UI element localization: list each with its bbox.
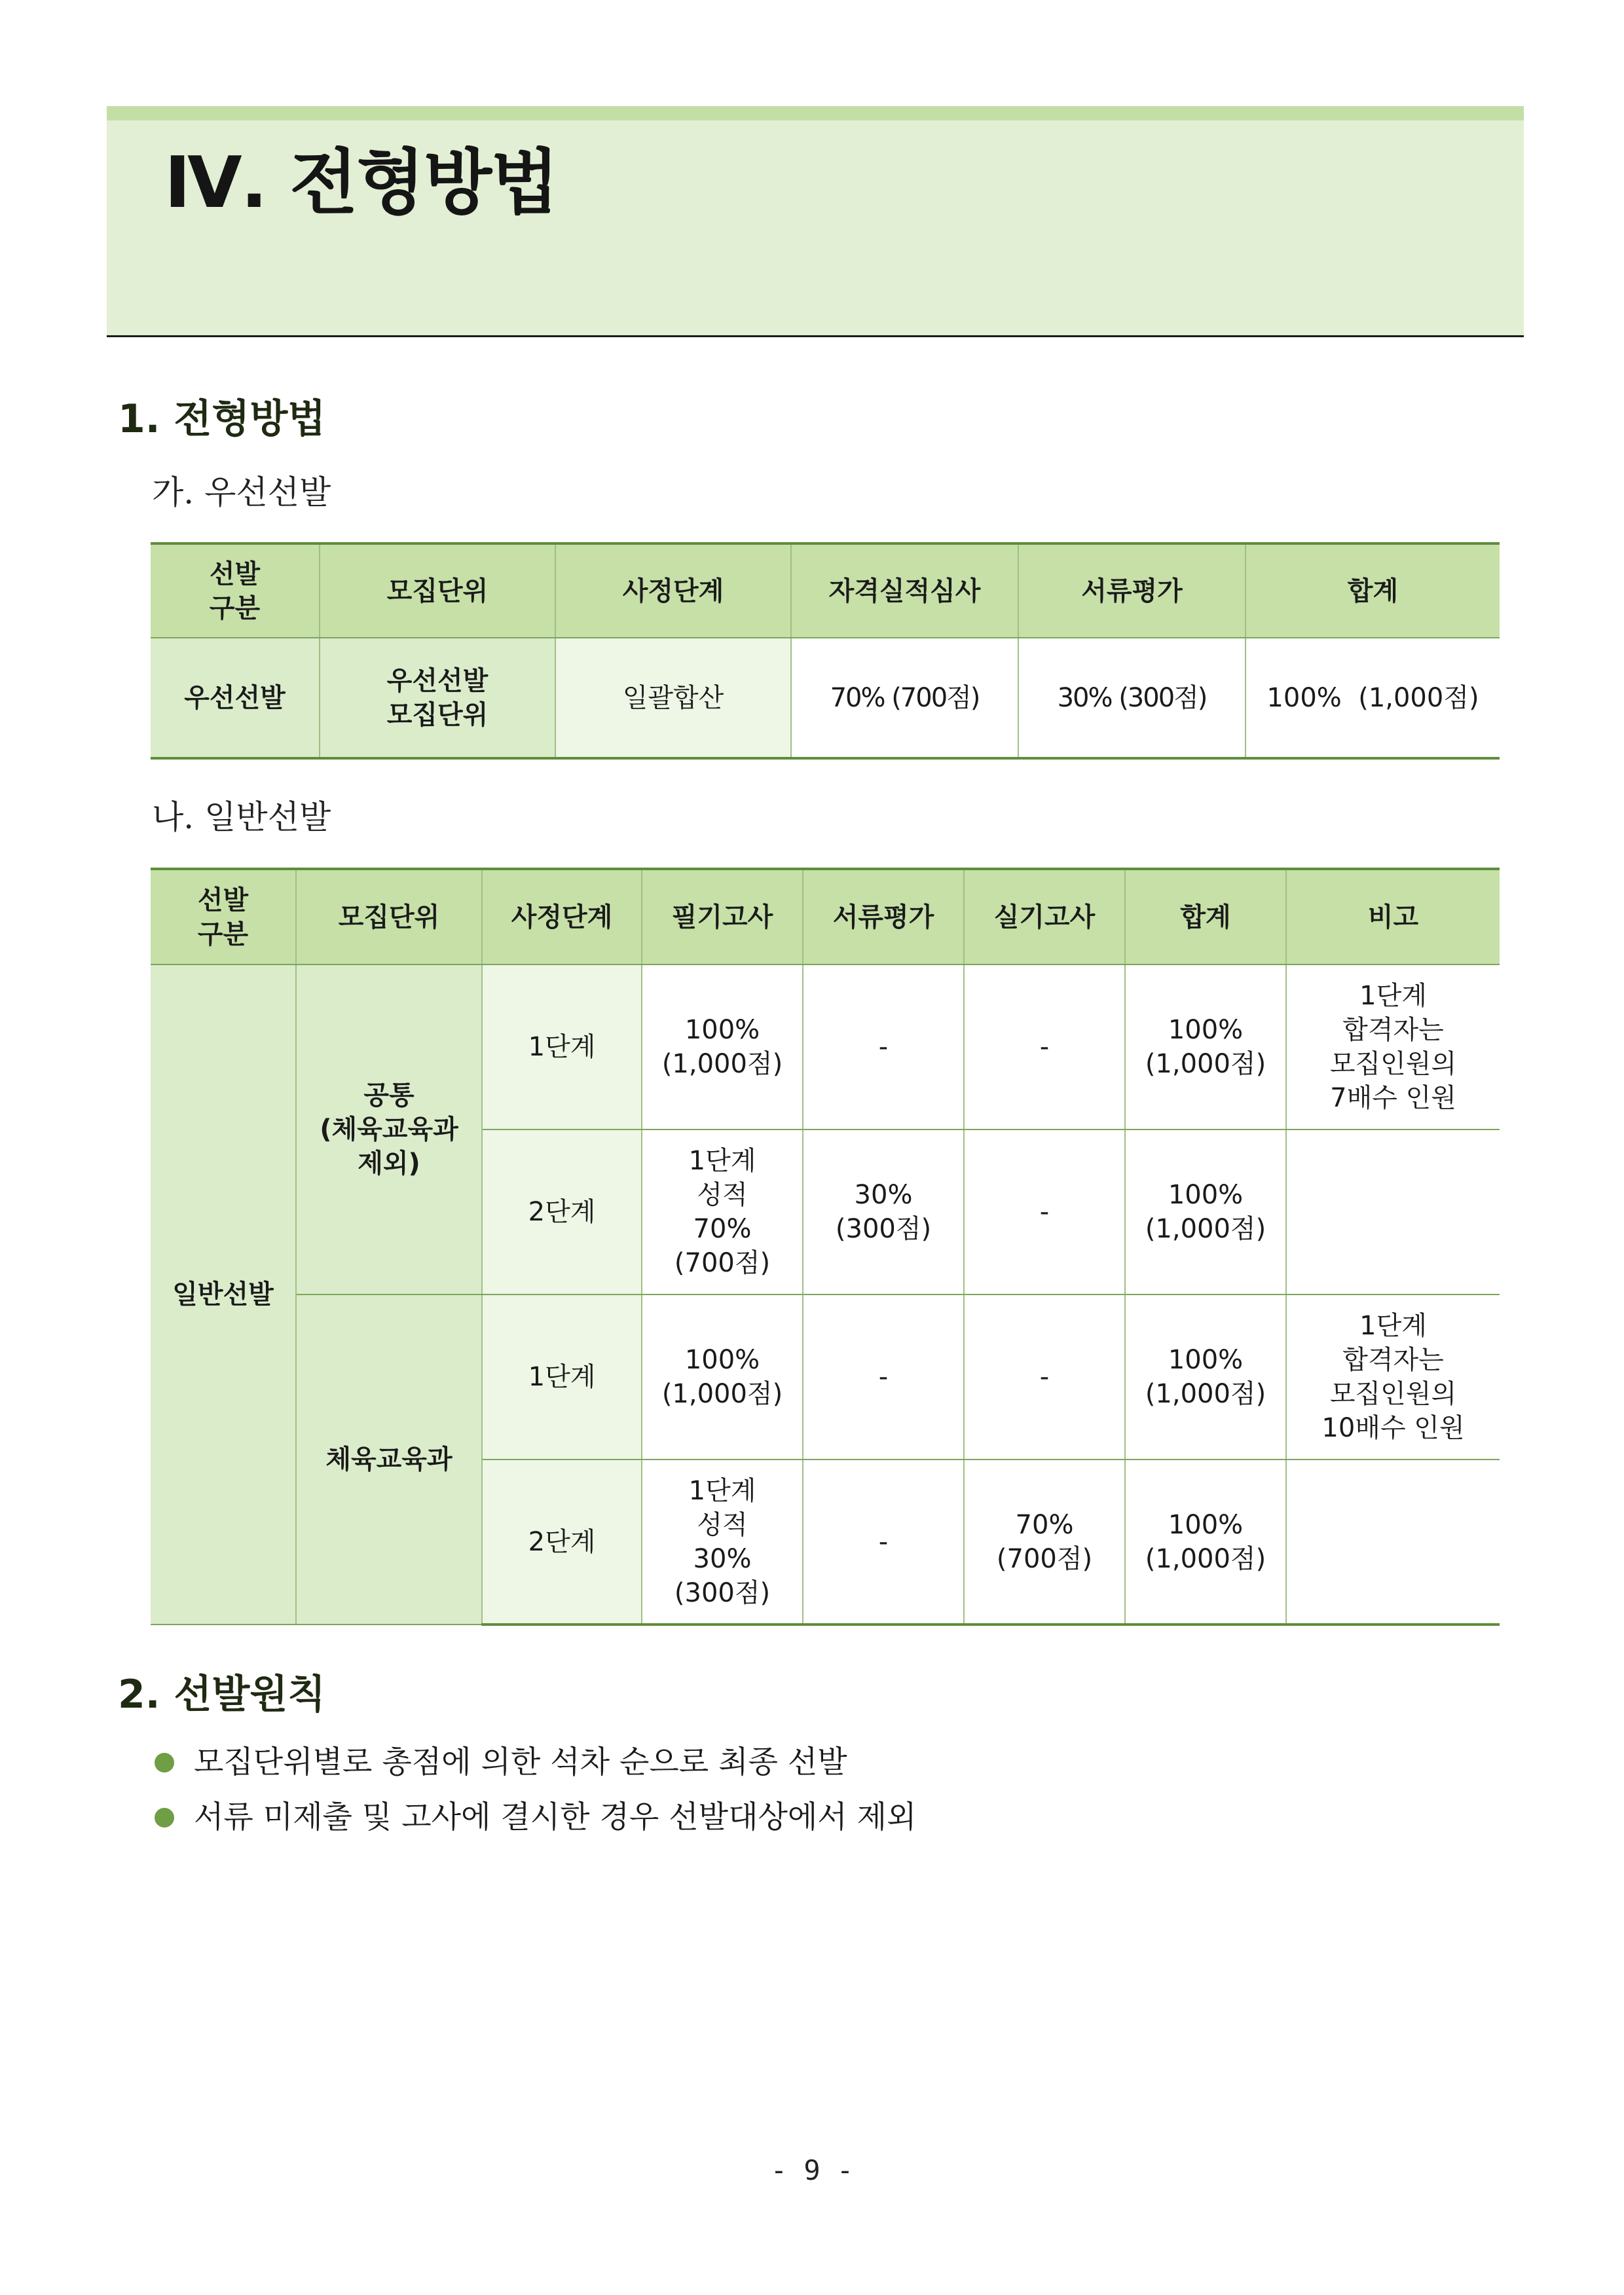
- cell-total-score: 100% (1,000점): [1125, 1460, 1286, 1625]
- cell-stage: 1단계: [482, 1294, 642, 1460]
- header-document-evaluation: 서류평가: [803, 869, 964, 964]
- priority-selection-table: [151, 542, 1500, 760]
- cell-document-score: 30% (300점): [803, 1129, 964, 1294]
- cell-remarks: 1단계 합격자는 모집인원의 7배수 인원: [1286, 964, 1500, 1129]
- cell-document-score: -: [803, 964, 964, 1129]
- header-total: 합계: [1125, 869, 1286, 964]
- bullet-dot-icon: [155, 1808, 174, 1827]
- cell-recruitment-unit: 우선선발 모집단위: [320, 638, 555, 758]
- cell-stage: 2단계: [482, 1129, 642, 1294]
- subheading-priority-selection: 가. 우선선발: [152, 473, 331, 511]
- cell-unit-common: 공통 (체육교육과 제외): [296, 964, 482, 1294]
- bullet-text: 모집단위별로 총점에 의한 석차 순으로 최종 선발: [194, 1744, 847, 1780]
- cell-unit-physical-education: 체육교육과: [296, 1294, 482, 1625]
- cell-document-score: -: [803, 1294, 964, 1460]
- cell-stage: 1단계: [482, 964, 642, 1129]
- header-recruitment-unit: 모집단위: [296, 869, 482, 964]
- cell-total-score: 100% (1,000점): [1125, 1294, 1286, 1460]
- header-selection-type: 선발 구분: [151, 869, 296, 964]
- general-selection-table: [151, 868, 1500, 1626]
- header-qualification-review: 자격실적심사: [791, 543, 1018, 638]
- header-selection-type: 선발 구분: [151, 543, 320, 638]
- cell-remarks: [1286, 1129, 1500, 1294]
- selection-principle-list: [152, 1735, 916, 1845]
- cell-written-score: 100% (1,000점): [642, 1294, 803, 1460]
- header-practical-exam: 실기고사: [964, 869, 1125, 964]
- subheading-general-selection: 나. 일반선발: [152, 798, 331, 836]
- header-written-exam: 필기고사: [642, 869, 803, 964]
- header-document-evaluation: 서류평가: [1018, 543, 1246, 638]
- cell-selection-type: 우선선발: [151, 638, 320, 758]
- header-assessment-stage: 사정단계: [555, 543, 791, 638]
- cell-stage: 2단계: [482, 1460, 642, 1625]
- cell-written-score: 1단계 성적 70% (700점): [642, 1129, 803, 1294]
- cell-general-selection-type: 일반선발: [151, 964, 296, 1625]
- cell-assessment-stage: 일괄합산: [555, 638, 791, 758]
- header-recruitment-unit: 모집단위: [320, 543, 555, 638]
- cell-total-score: 100% (1,000점): [1125, 964, 1286, 1129]
- cell-document-score: -: [803, 1460, 964, 1625]
- section-heading-selection-method: 1. 전형방법: [118, 396, 326, 442]
- cell-practical-score: 70% (700점): [964, 1460, 1125, 1625]
- bullet-text: 서류 미제출 및 고사에 결시한 경우 선발대상에서 제외: [194, 1799, 917, 1835]
- header-assessment-stage: 사정단계: [482, 869, 642, 964]
- list-item: [152, 1790, 916, 1845]
- list-item: [152, 1735, 916, 1790]
- chapter-banner: [107, 106, 1524, 337]
- cell-document-score: 30% (300점): [1018, 638, 1246, 758]
- cell-remarks: 1단계 합격자는 모집인원의 10배수 인원: [1286, 1294, 1500, 1460]
- cell-practical-score: -: [964, 1294, 1125, 1460]
- chapter-title: Ⅳ. 전형방법: [164, 142, 558, 224]
- cell-practical-score: -: [964, 1129, 1125, 1294]
- header-remarks: 비고: [1286, 869, 1500, 964]
- cell-remarks: [1286, 1460, 1500, 1625]
- cell-practical-score: -: [964, 964, 1125, 1129]
- cell-written-score: 1단계 성적 30% (300점): [642, 1460, 803, 1625]
- page-number: - 9 -: [770, 2154, 854, 2186]
- cell-total-score: 100% (1,000점): [1125, 1129, 1286, 1294]
- bullet-dot-icon: [155, 1753, 174, 1772]
- header-total: 합계: [1246, 543, 1500, 638]
- cell-qualification-score: 70% (700점): [791, 638, 1018, 758]
- section-heading-selection-principle: 2. 선발원칙: [118, 1672, 326, 1717]
- cell-total-score: 100% (1,000점): [1246, 638, 1500, 758]
- cell-written-score: 100% (1,000점): [642, 964, 803, 1129]
